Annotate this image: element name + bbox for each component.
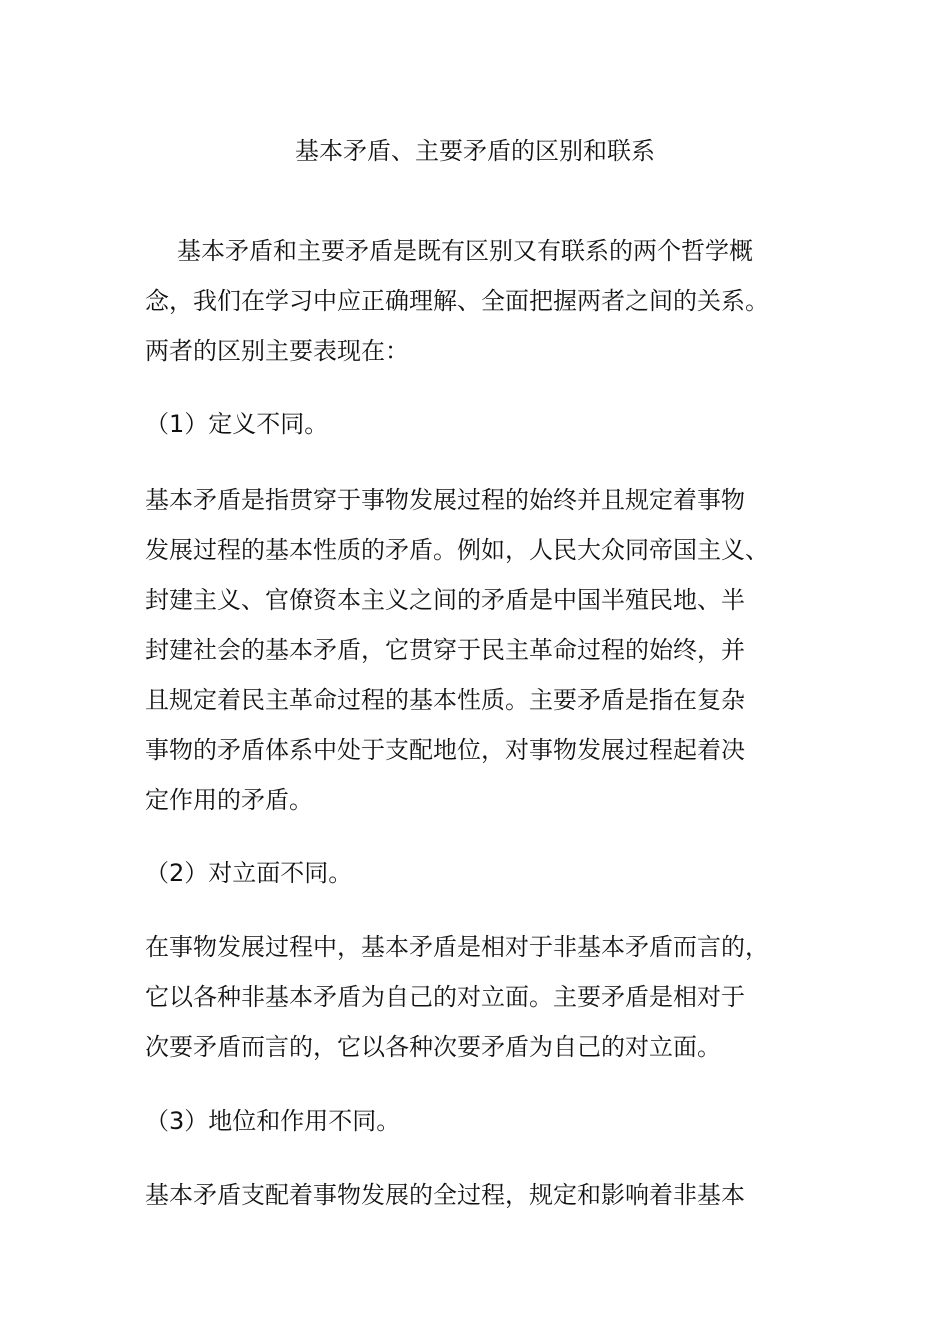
section-2-paragraph <box>145 922 805 1072</box>
paragraph-line: 事物的矛盾体系中处于支配地位，对事物发展过程起着决 <box>145 736 745 764</box>
intro-paragraph <box>145 226 805 376</box>
section-2-heading: （2）对立面不同。 <box>145 859 353 887</box>
paragraph-line: 基本矛盾和主要矛盾是既有区别又有联系的两个哲学概 <box>177 237 753 265</box>
paragraph-line: 封建主义、官僚资本主义之间的矛盾是中国半殖民地、半 <box>145 586 745 614</box>
paragraph-line: 封建社会的基本矛盾，它贯穿于民主革命过程的始终，并 <box>145 636 745 664</box>
paragraph-line: 在事物发展过程中，基本矛盾是相对于非基本矛盾而言的， <box>145 933 769 961</box>
paragraph-line: 它以各种非基本矛盾为自己的对立面。主要矛盾是相对于 <box>145 983 745 1011</box>
paragraph-line: 基本矛盾支配着事物发展的全过程，规定和影响着非基本 <box>145 1181 745 1209</box>
paragraph-line: 次要矛盾而言的，它以各种次要矛盾为自己的对立面。 <box>145 1033 721 1061</box>
paragraph-line: 发展过程的基本性质的矛盾。例如，人民大众同帝国主义、 <box>145 536 769 564</box>
section-1-heading: （1）定义不同。 <box>145 410 329 438</box>
section-1-paragraph <box>145 475 805 825</box>
section-3-paragraph <box>145 1170 805 1220</box>
section-3-heading: （3）地位和作用不同。 <box>145 1107 401 1135</box>
paragraph-line: 定作用的矛盾。 <box>145 786 313 814</box>
paragraph-line: 两者的区别主要表现在： <box>145 337 409 365</box>
paragraph-line: 念，我们在学习中应正确理解、全面把握两者之间的关系。 <box>145 287 769 315</box>
paragraph-line: 且规定着民主革命过程的基本性质。主要矛盾是指在复杂 <box>145 686 745 714</box>
paragraph-line: 基本矛盾是指贯穿于事物发展过程的始终并且规定着事物 <box>145 486 745 514</box>
document-title: 基本矛盾、主要矛盾的区别和联系 <box>295 137 655 165</box>
